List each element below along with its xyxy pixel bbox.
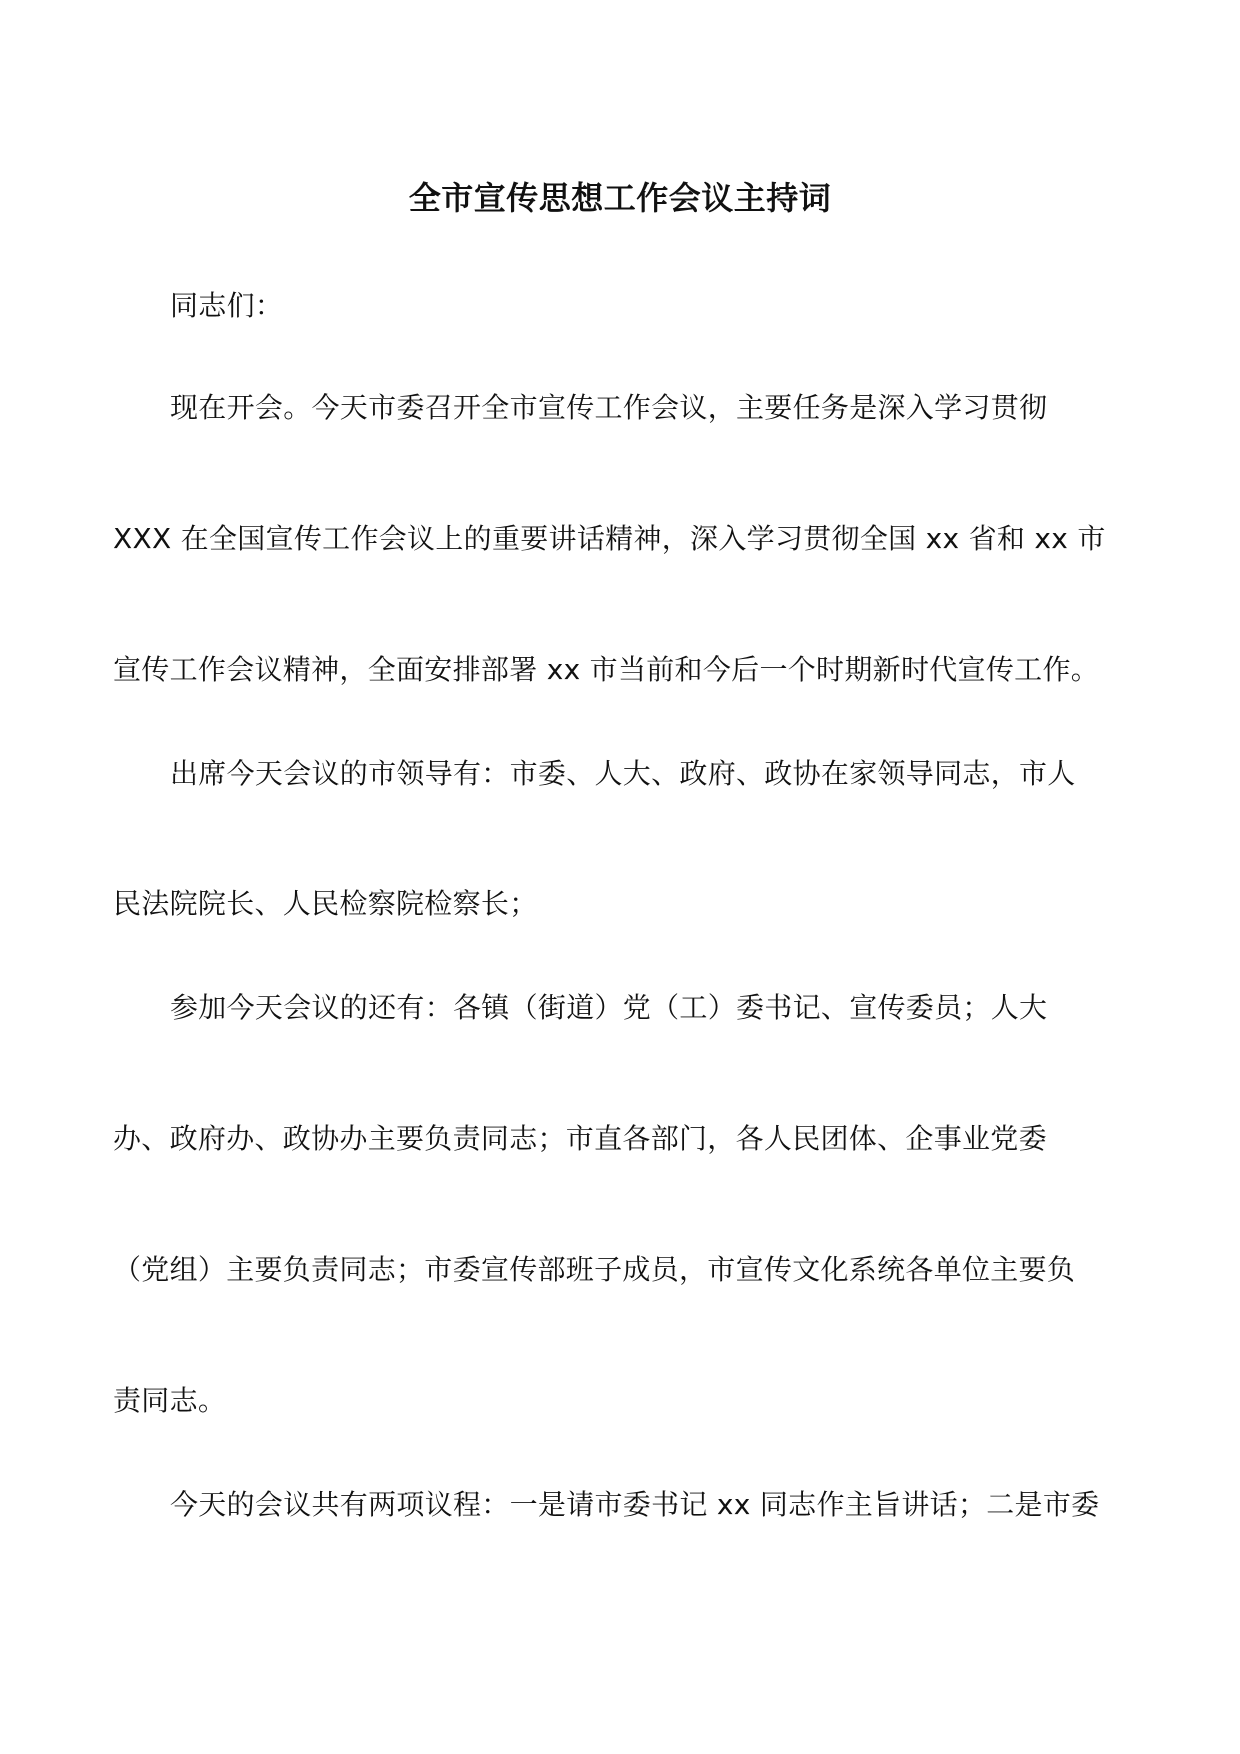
paragraph-line: 出席今天会议的市领导有：市委、人大、政府、政协在家领导同志，市人 xyxy=(170,757,1076,790)
paragraph-line: XXX 在全国宣传工作会议上的重要讲话精神，深入学习贯彻全国 xx 省和 xx 市 xyxy=(113,522,1106,555)
paragraph-line: 办、政府办、政协办主要负责同志；市直各部门，各人民团体、企事业党委 xyxy=(113,1122,1047,1155)
paragraph-line: 宣传工作会议精神，全面安排部署 xx 市当前和今后一个时期新时代宣传工作。 xyxy=(113,653,1100,686)
document-title: 全市宣传思想工作会议主持词 xyxy=(408,179,832,217)
paragraph-line: （党组）主要负责同志；市委宣传部班子成员，市宣传文化系统各单位主要负 xyxy=(113,1253,1076,1286)
paragraph-line: 参加今天会议的还有：各镇（街道）党（工）委书记、宣传委员；人大 xyxy=(170,991,1048,1024)
paragraph-line: 民法院院长、人民检察院检察长； xyxy=(113,887,538,920)
paragraph-line: 今天的会议共有两项议程：一是请市委书记 xx 同志作主旨讲话；二是市委 xyxy=(170,1488,1100,1521)
salutation: 同志们： xyxy=(170,289,284,322)
paragraph-line: 现在开会。今天市委召开全市宣传工作会议，主要任务是深入学习贯彻 xyxy=(170,391,1048,424)
paragraph-line: 责同志。 xyxy=(113,1384,227,1417)
